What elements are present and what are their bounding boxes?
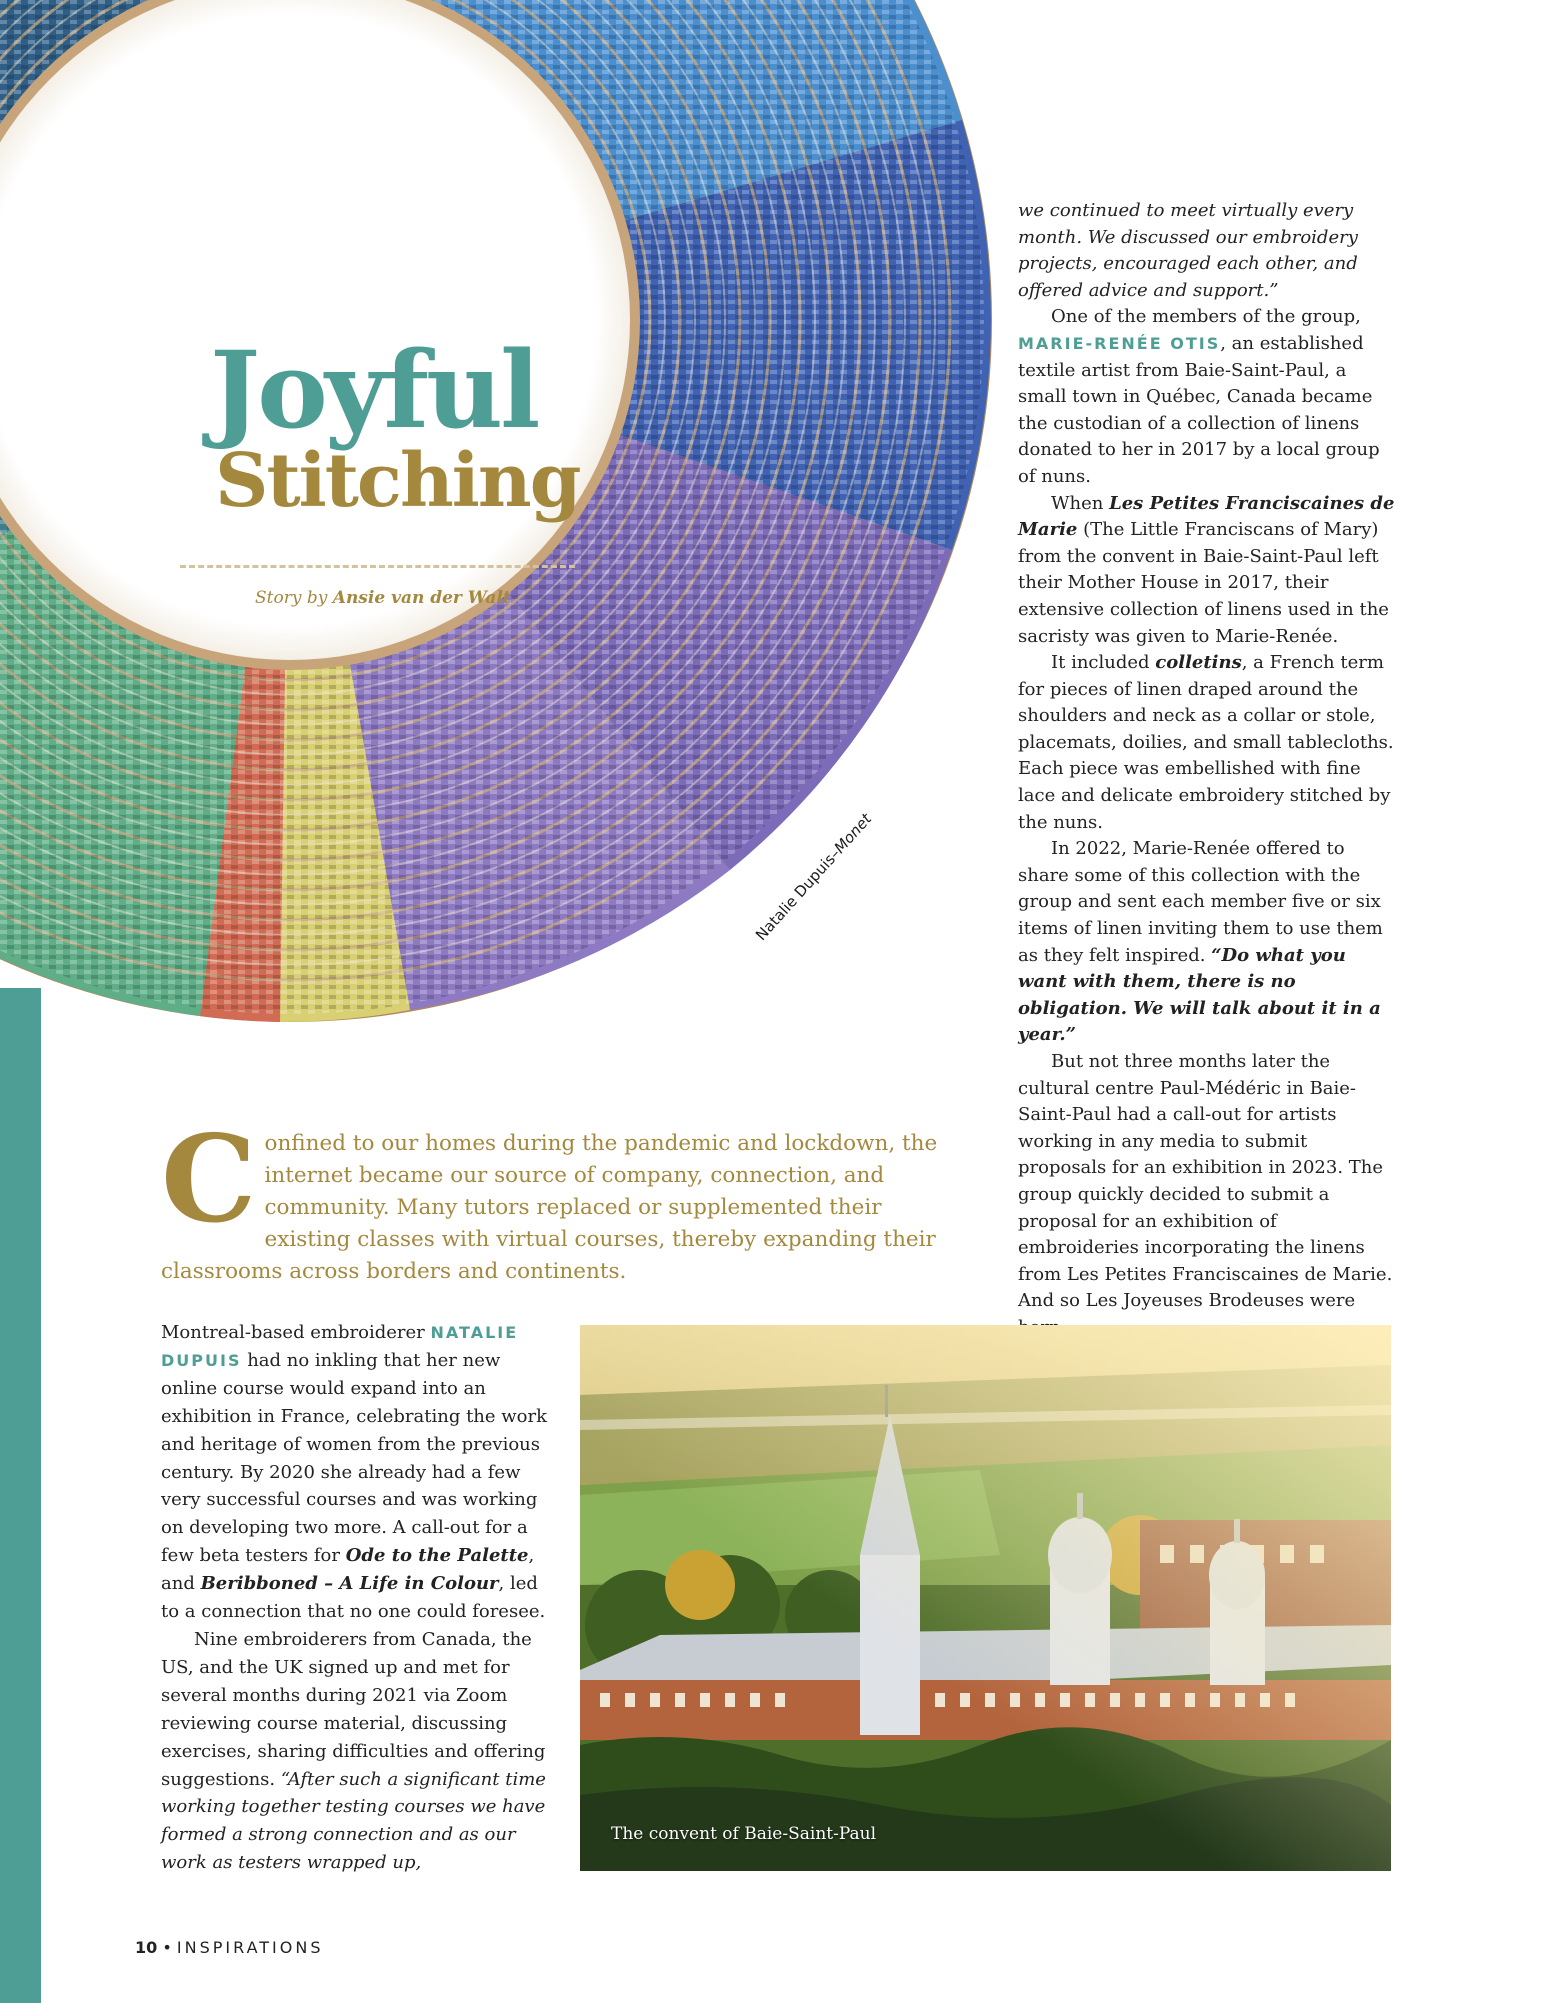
photo-caption: The convent of Baie-Saint-Paul [611,1824,877,1844]
right-column [1018,198,1398,1342]
page-footer [135,1938,323,1957]
paragraph: But not three months later the cultural centre Paul-Médéric in Baie-Saint-Paul had a call-out for artists working in any media to submit proposals for an exhibition in 2023. The group quickly decided to submit a proposal for an exhibition of embroideries incorporating the linens from Les Petites Franciscaines de Marie. And so Les Joyeuses Brodeuses were [1018,1051,1393,1312]
left-column [161,1319,561,1877]
photo-credit: Natalie Dupuis–Monet [752,810,876,945]
byline: Story by Ansie van der Walt [255,588,511,608]
magazine-name: INSPIRATIONS [176,1938,324,1957]
page-number: 10 [135,1938,158,1957]
paragraph: Nine embroiderers from Canada, the US, and the UK signed up and met for several months during 2021 via Zoom reviewing course material, discussing exercises, sharing difficulties and offering suggestions. “After such a significant time working together testing courses we have formed a strong connection and as our work as testers wrapped up, [161,1628,546,1874]
paragraph: When Les Petites Franciscaines de Marie (The Little Franciscans of Mary) from the convent in Baie-Saint-Paul left their Mother House in 2017, their extensive collection of linens used in the sacristy was given to Marie-Renée. [1018,492,1395,647]
footer-separator: • [162,1938,172,1957]
side-color-strip [0,988,41,2003]
title-line-1: Joyful [210,327,538,452]
person-name: NATALIE DUPUIS [161,1323,519,1370]
article-title [165,327,585,524]
person-name: MARIE-RENÉE OTIS [1018,333,1221,353]
paragraph: One of the members of the group, MARIE-RENÉE OTIS, an established textile artist from Baie-Saint-Paul, a small town in Québec, Canada became the custodian of a collection of linens donated to her in 2017 by a local group of nuns. [1018,306,1380,487]
paragraph: It included colletins, a French term for pieces of linen draped around the shoulders and neck as a collar or stole, placemats, doilies, and small tablecloths. Each piece was embellished with fine lace and delicate embroidery stitched by the nuns. [1018,652,1394,833]
author-name: Ansie van der Walt [332,588,511,608]
drop-cap: C [161,1109,257,1250]
paragraph: we continued to meet virtually every month. We discussed our embroidery projects, encouraged each other, and offered advice and support.” [1018,200,1358,301]
coiled-basket-photo [0,0,1000,1100]
paragraph: Montreal-based embroiderer NATALIE DUPUIS had no inkling that her new online course would expand into an exhibition in France, celebrating the work and heritage of women from the previous century. By 2020 she already had a few very successful courses and was working on developing two more. A call-out for a few beta testers for Ode to the Palette, and Beribboned – A Life in Colour, led to a connection that no one could foresee. [161,1322,548,1623]
title-line-2: Stitching [215,438,580,524]
lead-paragraph: Confined to our homes during the pandemic and lockdown, the internet became our source of company, connection, and community. Many tutors replaced or supplemented their existing classes with virtual courses, thereby expanding their classrooms across borders and continents. [161,1109,938,1284]
title-divider [180,565,575,568]
paragraph: In 2022, Marie-Renée offered to share some of this collection with the group and sent each member five or six items of linen inviting them to use them as they felt inspired. “Do what you want with them, there is no obligation. We will talk about it in a year.” [1018,838,1383,1046]
convent-photo [580,1325,1391,1871]
